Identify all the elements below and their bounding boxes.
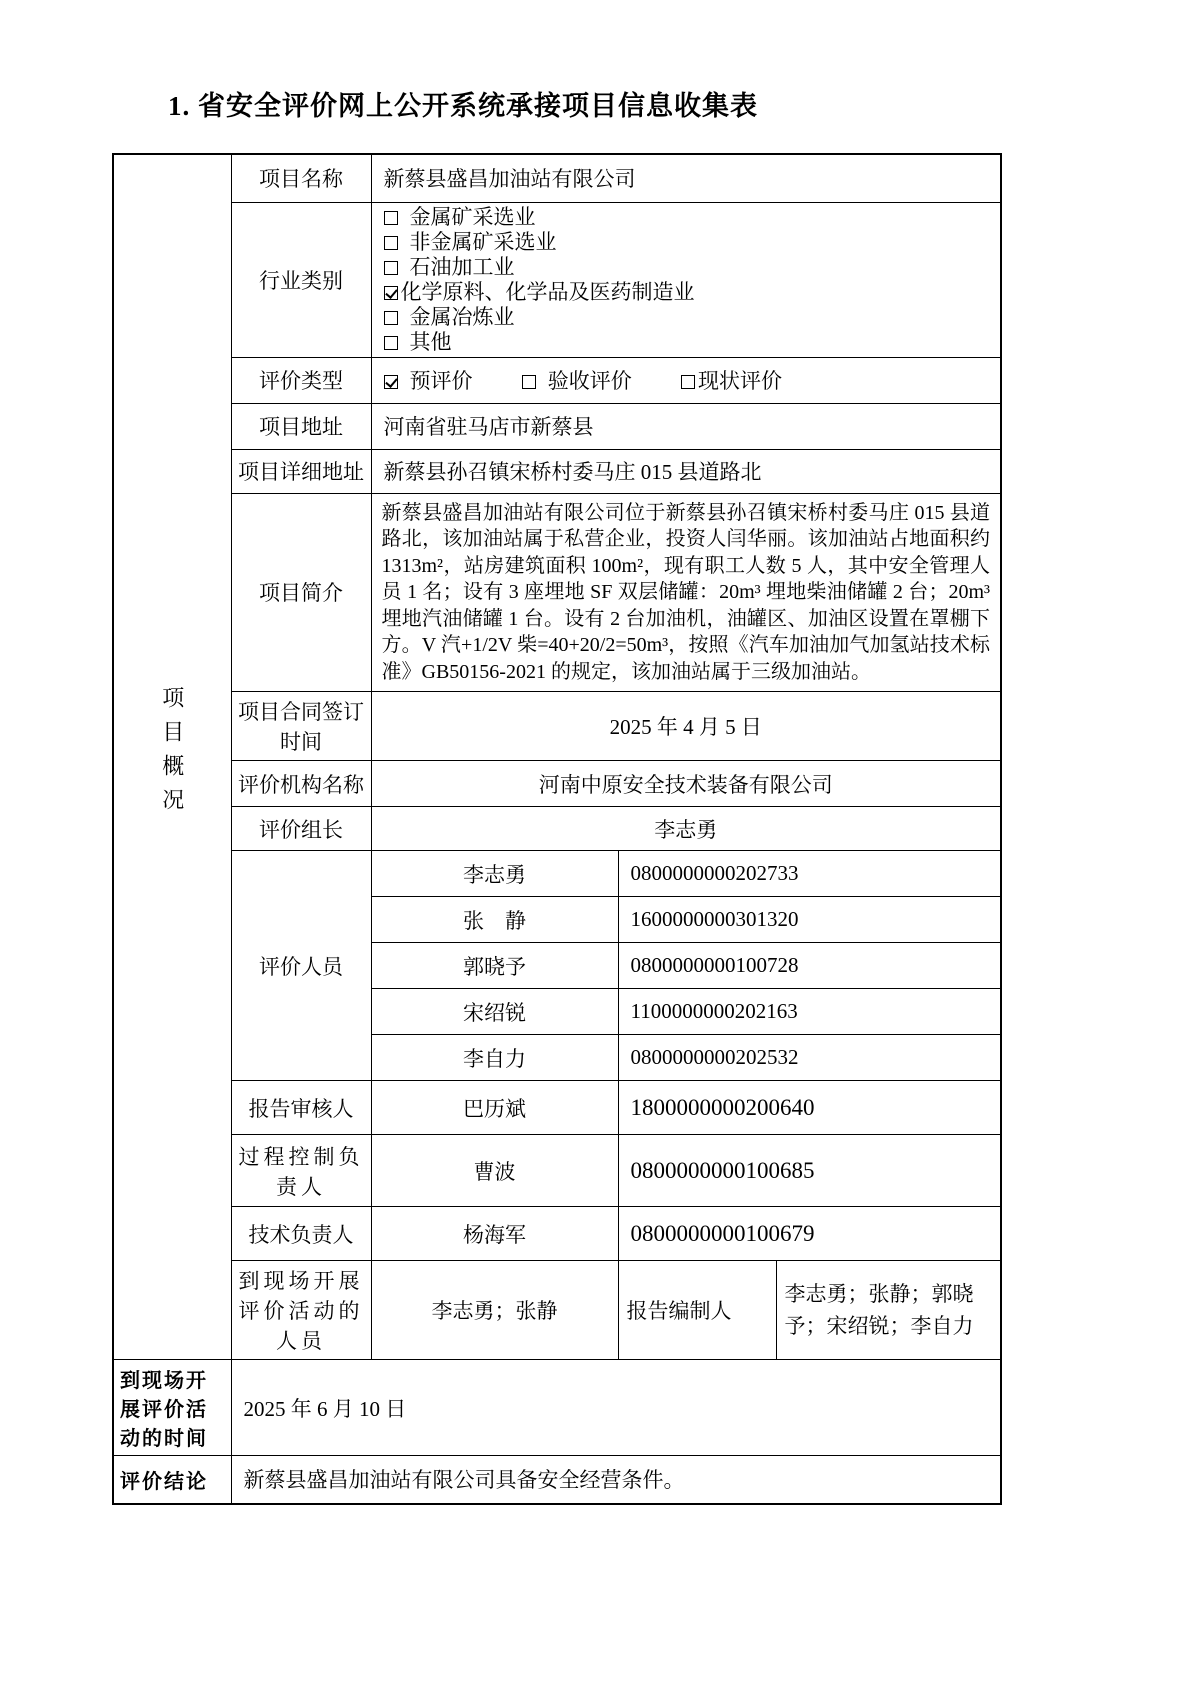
checkbox-icon [681, 375, 695, 389]
process-controller-name: 曹波 [371, 1135, 618, 1207]
evaluator-name: 李自力 [371, 1035, 618, 1081]
project-brief-label: 项目简介 [231, 493, 371, 692]
table-row [113, 1081, 1001, 1135]
section-label-project-overview [113, 154, 231, 1360]
table-row [113, 1261, 1001, 1360]
checkbox-icon [522, 375, 536, 389]
table-row [113, 761, 1001, 807]
checkbox-checked-icon [384, 375, 398, 389]
industry-option-label: 其他 [409, 329, 452, 354]
evaluators-label: 评价人员 [231, 851, 371, 1081]
eval-type-option-label: 预评价 [409, 369, 473, 393]
conclusion-value: 新蔡县盛昌加油站有限公司具备安全经营条件。 [231, 1456, 1001, 1504]
table-row [113, 1360, 1001, 1456]
site-team-persons: 李志勇；张静 [371, 1261, 618, 1360]
industry-label: 行业类别 [231, 202, 371, 357]
industry-options [371, 202, 1001, 357]
industry-option-label: 非金属矿采选业 [409, 229, 557, 254]
contract-date-value: 2025 年 4 月 5 日 [371, 692, 1001, 761]
process-controller-label: 过程控制负责人 [231, 1135, 371, 1207]
eval-type-option [522, 369, 632, 393]
industry-option-label: 化学原料、化学品及医药制造业 [400, 279, 695, 304]
evaluator-number: 1100000000202163 [618, 989, 1001, 1035]
site-time-label: 到现场开展评价活动的时间 [113, 1360, 231, 1456]
agency-label: 评价机构名称 [231, 761, 371, 807]
report-reviewer-name: 巴历斌 [371, 1081, 618, 1135]
project-address-value: 河南省驻马店市新蔡县 [371, 403, 1001, 449]
table-row [113, 692, 1001, 761]
table-row [113, 154, 1001, 202]
checkbox-icon [384, 261, 398, 275]
table-row [113, 493, 1001, 692]
table-row [113, 202, 1001, 357]
table-row [113, 1207, 1001, 1261]
technical-director-name: 杨海军 [371, 1207, 618, 1261]
checkbox-icon [384, 311, 398, 325]
project-name-label: 项目名称 [231, 154, 371, 202]
checkbox-checked-icon [384, 286, 398, 300]
project-address-label: 项目地址 [231, 403, 371, 449]
industry-option-label: 金属冶炼业 [409, 304, 515, 329]
team-leader-value: 李志勇 [371, 807, 1001, 851]
evaluator-name: 宋绍锐 [371, 989, 618, 1035]
project-detail-address-label: 项目详细地址 [231, 449, 371, 493]
checkbox-icon [384, 236, 398, 250]
industry-option [384, 205, 1001, 230]
eval-type-option [681, 369, 782, 393]
conclusion-label: 评价结论 [113, 1456, 231, 1504]
checkbox-icon [384, 336, 398, 350]
evaluator-number: 1600000000301320 [618, 897, 1001, 943]
eval-type-option-label: 现状评价 [698, 369, 782, 393]
project-brief-value: 新蔡县盛昌加油站有限公司位于新蔡县孙召镇宋桥村委马庄 015 县道路北，该加油站属于私营企业，投资人闫华丽。该加油站占地面积约 1313m²，站房建筑面积 100m²，现有职工人数 5 人，其中安全管理人员 1 名；设有 3 座埋地 SF 双层储罐：20m³ 埋地柴油储罐 2 台；20m³ 埋地汽油储罐 1 台。设有 2 台加油机，油罐区、加油区设置在罩棚下方。V 汽+1/2V 柴=40+20/2=50m³，按照《汽车加油加气加氢站技术标准》GB50156-2021 的规定，该加油站属于三级加油站。 [371, 493, 1001, 692]
site-time-value: 2025 年 6 月 10 日 [231, 1360, 1001, 1456]
evaluator-number: 0800000000202733 [618, 851, 1001, 897]
industry-option [384, 230, 1001, 255]
eval-type-options [371, 357, 1001, 403]
table-row [113, 357, 1001, 403]
team-leader-label: 评价组长 [231, 807, 371, 851]
eval-type-option-label: 验收评价 [547, 369, 632, 393]
project-detail-address-value: 新蔡县孙召镇宋桥村委马庄 015 县道路北 [371, 449, 1001, 493]
table-row [113, 1456, 1001, 1504]
evaluator-name: 李志勇 [371, 851, 618, 897]
table-row [113, 807, 1001, 851]
technical-director-number: 0800000000100679 [618, 1207, 1001, 1261]
table-row [113, 851, 1001, 897]
eval-type-option [384, 369, 473, 393]
table-row [113, 403, 1001, 449]
project-name-value: 新蔡县盛昌加油站有限公司 [371, 154, 1001, 202]
evaluator-number: 0800000000100728 [618, 943, 1001, 989]
page-title: 1. 省安全评价网上公开系统承接项目信息收集表 [168, 91, 758, 121]
table-row [113, 449, 1001, 493]
industry-option-label: 石油加工业 [409, 254, 515, 279]
report-reviewer-number: 1800000000200640 [618, 1081, 1001, 1135]
checkbox-icon [384, 211, 398, 225]
evaluator-name: 张 静 [371, 897, 618, 943]
industry-option-label: 金属矿采选业 [409, 204, 536, 229]
technical-director-label: 技术负责人 [231, 1207, 371, 1261]
project-info-table [112, 153, 1002, 1505]
agency-value: 河南中原安全技术装备有限公司 [371, 761, 1001, 807]
evaluator-name: 郭晓予 [371, 943, 618, 989]
report-compilers: 李志勇；张静；郭晓予；宋绍锐；李自力 [776, 1261, 1001, 1360]
report-reviewer-label: 报告审核人 [231, 1081, 371, 1135]
report-compiler-label: 报告编制人 [618, 1261, 776, 1360]
industry-option [384, 305, 1001, 330]
site-team-label: 到现场开展评价活动的人员 [231, 1261, 371, 1360]
industry-option [384, 330, 1001, 355]
table-row [113, 1135, 1001, 1207]
evaluator-number: 0800000000202532 [618, 1035, 1001, 1081]
eval-type-label: 评价类型 [231, 357, 371, 403]
section-label-text: 项目概况 [159, 686, 185, 822]
process-controller-number: 0800000000100685 [618, 1135, 1001, 1207]
industry-option [384, 255, 1001, 280]
industry-option [384, 280, 1001, 305]
contract-date-label: 项目合同签订时间 [231, 692, 371, 761]
